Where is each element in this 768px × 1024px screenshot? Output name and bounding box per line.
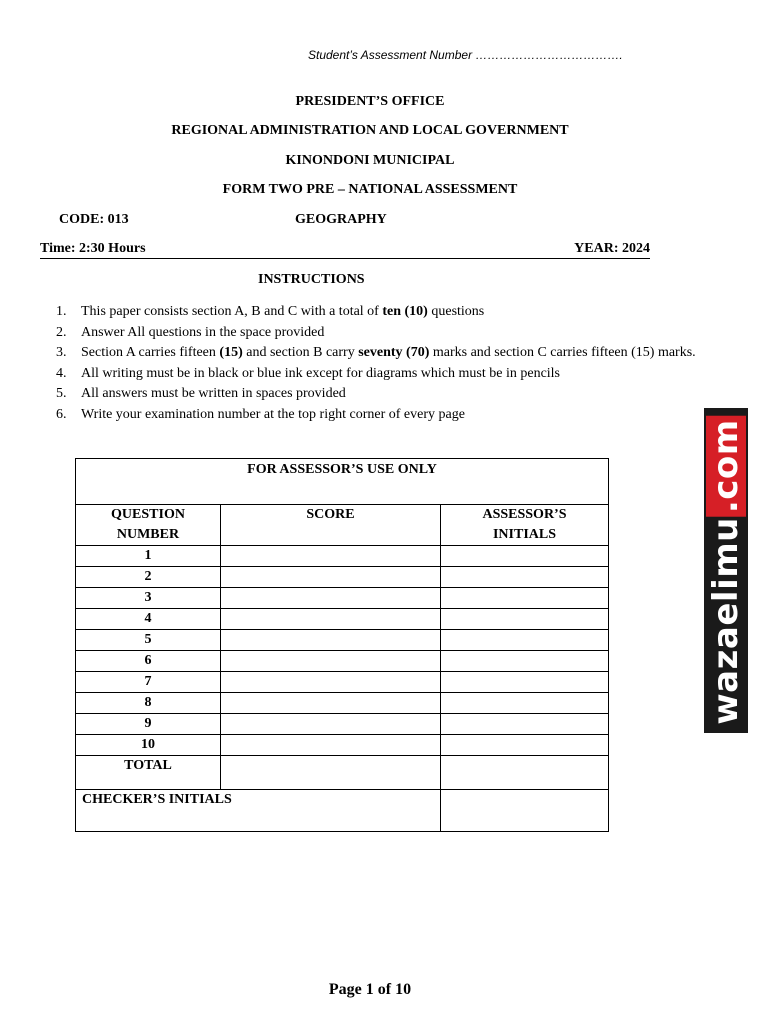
instructions-list xyxy=(56,302,706,425)
instruction-text: Answer All questions in the space provided xyxy=(81,324,325,340)
instruction-text: All answers must be written in spaces provided xyxy=(81,386,346,401)
score-cell[interactable] xyxy=(221,672,441,693)
column-header-question: QUESTION NUMBER xyxy=(76,505,221,546)
table-row xyxy=(76,609,609,630)
subject-code: CODE: 013 xyxy=(59,212,129,227)
instruction-text: All writing must be in black or blue ink except for diagrams which must be in pencils xyxy=(81,365,561,381)
score-cell[interactable] xyxy=(221,735,441,756)
score-cell[interactable] xyxy=(221,693,441,714)
assessor-table-title: FOR ASSESSOR’S USE ONLY xyxy=(76,459,609,505)
time-allowed: Time: 2:30 Hours xyxy=(40,241,146,256)
exam-year: YEAR: 2024 xyxy=(574,241,650,256)
instruction-number: 3. xyxy=(56,345,67,360)
instruction-text: Section A carries fifteen (15) and section B carry seventy (70) marks and section C carries fifteen (15) marks. xyxy=(81,345,696,360)
instruction-text: Write your examination number at the top right corner of every page xyxy=(81,406,465,422)
score-cell[interactable] xyxy=(221,651,441,672)
watermark-logo: wazaelimu.com xyxy=(704,415,748,724)
instruction-item xyxy=(56,384,706,405)
question-number-cell: 5 xyxy=(76,630,221,651)
initials-cell[interactable] xyxy=(441,714,609,735)
administration-heading: REGIONAL ADMINISTRATION AND LOCAL GOVERNMENT xyxy=(171,123,569,138)
instruction-item xyxy=(56,364,706,385)
score-cell[interactable] xyxy=(221,714,441,735)
table-row xyxy=(76,651,609,672)
question-number-cell: 9 xyxy=(76,714,221,735)
question-number-cell: 10 xyxy=(76,735,221,756)
assessment-heading: FORM TWO PRE – NATIONAL ASSESSMENT xyxy=(222,182,518,197)
instruction-number: 6. xyxy=(56,406,67,422)
initials-cell[interactable] xyxy=(441,546,609,567)
assessment-number-label: Student’s Assessment Number ………………………………. xyxy=(308,48,623,62)
total-label: TOTAL xyxy=(76,756,221,790)
initials-cell[interactable] xyxy=(441,609,609,630)
subject-name: GEOGRAPHY xyxy=(295,212,387,227)
wazaelimu-watermark xyxy=(704,408,748,733)
total-initials-cell[interactable] xyxy=(441,756,609,790)
total-score-cell[interactable] xyxy=(221,756,441,790)
initials-cell[interactable] xyxy=(441,672,609,693)
column-header-initials: ASSESSOR’S INITIALS xyxy=(441,505,609,546)
instruction-number: 2. xyxy=(56,324,67,340)
instructions-title: INSTRUCTIONS xyxy=(258,272,365,287)
assessor-table xyxy=(75,458,609,832)
column-header-score: SCORE xyxy=(221,505,441,546)
score-cell[interactable] xyxy=(221,609,441,630)
question-number-cell: 1 xyxy=(76,546,221,567)
question-number-cell: 2 xyxy=(76,567,221,588)
municipal-heading: KINONDONI MUNICIPAL xyxy=(285,153,455,168)
instruction-item xyxy=(56,302,706,323)
table-row xyxy=(76,630,609,651)
checker-initials-cell[interactable] xyxy=(441,790,609,832)
instruction-text: This paper consists section A, B and C with a total of ten (10) questions xyxy=(81,304,485,319)
score-cell[interactable] xyxy=(221,546,441,567)
initials-cell[interactable] xyxy=(441,588,609,609)
initials-cell[interactable] xyxy=(441,651,609,672)
instruction-number: 5. xyxy=(56,386,67,401)
table-row xyxy=(76,588,609,609)
time-year-line xyxy=(40,241,650,259)
score-cell[interactable] xyxy=(221,567,441,588)
checker-initials-label: CHECKER’S INITIALS xyxy=(76,790,441,832)
initials-cell[interactable] xyxy=(441,567,609,588)
table-row xyxy=(76,546,609,567)
question-number-cell: 4 xyxy=(76,609,221,630)
table-row xyxy=(76,567,609,588)
instruction-number: 4. xyxy=(56,365,67,381)
initials-cell[interactable] xyxy=(441,630,609,651)
page-footer: Page 1 of 10 xyxy=(328,981,412,998)
initials-cell[interactable] xyxy=(441,735,609,756)
question-number-cell: 3 xyxy=(76,588,221,609)
question-number-cell: 7 xyxy=(76,672,221,693)
table-row xyxy=(76,693,609,714)
instruction-number: 1. xyxy=(56,304,67,319)
question-number-cell: 6 xyxy=(76,651,221,672)
question-number-cell: 8 xyxy=(76,693,221,714)
score-cell[interactable] xyxy=(221,630,441,651)
page-number: 1 xyxy=(365,981,374,998)
table-row xyxy=(76,714,609,735)
table-row xyxy=(76,735,609,756)
instruction-item xyxy=(56,405,706,426)
score-cell[interactable] xyxy=(221,588,441,609)
table-row xyxy=(76,672,609,693)
instruction-item xyxy=(56,323,706,344)
page-total: 10 xyxy=(395,981,412,998)
instruction-item xyxy=(56,343,706,364)
office-heading: PRESIDENT’S OFFICE xyxy=(295,94,445,109)
initials-cell[interactable] xyxy=(441,693,609,714)
